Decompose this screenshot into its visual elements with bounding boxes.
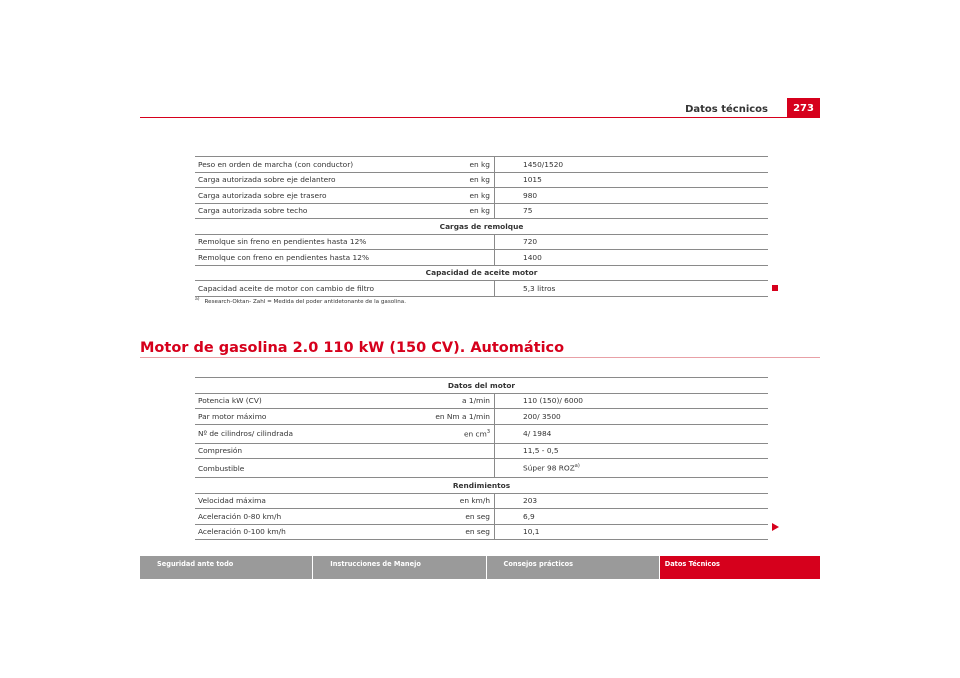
row-value-text: 1015 (523, 175, 542, 185)
row-value-text: 75 (523, 206, 533, 216)
row-value (495, 203, 769, 219)
row-label: Carga autorizada sobre eje delantero (195, 172, 419, 188)
row-unit-text: en km/h (459, 496, 490, 506)
continue-arrow-icon[interactable] (772, 523, 779, 531)
row-unit-text: en seg (465, 511, 490, 521)
row-value-text: 980 (523, 190, 538, 200)
table-row (195, 459, 768, 478)
row-unit (419, 172, 495, 188)
spec-table-weights (195, 156, 768, 297)
unit-superscript: 3 (486, 428, 490, 435)
row-value-text: 203 (523, 496, 538, 506)
row-unit-text: en kg (469, 175, 490, 185)
row-value (495, 393, 769, 409)
section-header: Rendimientos (195, 478, 768, 494)
row-value-text: 5,3 litros (523, 283, 556, 293)
row-value (495, 409, 769, 425)
table-row (195, 424, 768, 443)
row-unit (419, 188, 495, 204)
section-title-rule (140, 357, 820, 358)
footer-nav-item[interactable]: Datos Técnicos (660, 556, 820, 579)
row-label: Combustible (195, 459, 419, 478)
row-unit (419, 250, 495, 266)
row-label: Par motor máximo (195, 409, 419, 425)
row-unit (419, 493, 495, 509)
row-value-text: 6,9 (523, 511, 535, 521)
section-header: Cargas de remolque (195, 219, 768, 235)
section-header: Capacidad de aceite motor (195, 265, 768, 281)
table-row (195, 393, 768, 409)
row-label: Nº de cilindros/ cilindrada (195, 424, 419, 443)
row-value (495, 188, 769, 204)
row-unit-text: en kg (469, 190, 490, 200)
row-unit-text: en seg (465, 527, 490, 537)
table-section-row (195, 378, 768, 394)
table-row (195, 281, 768, 297)
table-row (195, 443, 768, 459)
row-value (495, 250, 769, 266)
footer-nav-item[interactable]: Consejos prácticos (487, 556, 659, 579)
row-value (495, 509, 769, 525)
footer-nav-item[interactable]: Instrucciones de Manejo (313, 556, 485, 579)
row-value-text: 11,5 - 0,5 (523, 446, 559, 456)
footnote (195, 297, 406, 305)
row-value-text: 10,1 (523, 527, 540, 537)
row-unit (419, 443, 495, 459)
row-value (495, 157, 769, 173)
row-unit (419, 393, 495, 409)
row-unit (419, 281, 495, 297)
footnote-text: Research-Oktan- Zahl = Medida del poder antidetonante de la gasolina. (204, 298, 407, 305)
row-value (495, 424, 769, 443)
row-label: Remolque sin freno en pendientes hasta 12% (195, 234, 419, 250)
row-unit (419, 459, 495, 478)
row-value-text: 1450/1520 (523, 159, 564, 169)
table-row (195, 409, 768, 425)
row-unit-text: en cm (463, 429, 487, 439)
table-section-row (195, 219, 768, 235)
row-unit-text: en kg (469, 159, 490, 169)
row-value (495, 234, 769, 250)
row-unit (419, 509, 495, 525)
row-label: Aceleración 0-100 km/h (195, 524, 419, 540)
footnote-marker: a) (195, 297, 200, 302)
row-unit (419, 203, 495, 219)
row-unit (419, 234, 495, 250)
row-label: Capacidad aceite de motor con cambio de filtro (195, 281, 419, 297)
row-value-text: 200/ 3500 (523, 411, 561, 421)
row-value-text: Súper 98 ROZ (523, 463, 575, 473)
table-row (195, 509, 768, 525)
row-label: Velocidad máxima (195, 493, 419, 509)
table-row (195, 524, 768, 540)
table-row (195, 188, 768, 204)
row-label: Aceleración 0-80 km/h (195, 509, 419, 525)
row-value (495, 493, 769, 509)
row-value-text: 4/ 1984 (523, 429, 552, 438)
row-label: Carga autorizada sobre eje trasero (195, 188, 419, 204)
row-unit-text: en Nm a 1/min (435, 411, 490, 421)
table-section-row (195, 478, 768, 494)
spec-table-engine (195, 377, 768, 540)
row-label: Peso en orden de marcha (con conductor) (195, 157, 419, 173)
row-unit-text: en kg (469, 206, 490, 216)
section-title: Motor de gasolina 2.0 110 kW (150 CV). Automático (140, 340, 565, 356)
row-value-text: 720 (523, 237, 538, 247)
row-value (495, 172, 769, 188)
page-number: 273 (787, 98, 820, 118)
row-unit-text: a 1/min (461, 396, 490, 406)
row-label: Potencia kW (CV) (195, 393, 419, 409)
row-unit (419, 409, 495, 425)
row-unit (419, 157, 495, 173)
footnote-reference: a) (574, 463, 580, 470)
row-value (495, 281, 769, 297)
row-label: Carga autorizada sobre techo (195, 203, 419, 219)
table-row (195, 250, 768, 266)
table-row (195, 157, 768, 173)
table-section-row (195, 265, 768, 281)
row-label: Compresión (195, 443, 419, 459)
table-row (195, 234, 768, 250)
row-value (495, 459, 769, 478)
header-title: Datos técnicos (685, 104, 768, 115)
footer-nav (140, 556, 820, 579)
table-row (195, 203, 768, 219)
header-rule (140, 117, 820, 118)
row-label: Remolque con freno en pendientes hasta 12% (195, 250, 419, 266)
row-unit (419, 524, 495, 540)
row-value (495, 524, 769, 540)
table-row (195, 172, 768, 188)
footer-nav-item[interactable]: Seguridad ante todo (140, 556, 312, 579)
section-end-marker (772, 285, 778, 291)
row-value (495, 443, 769, 459)
row-unit (419, 424, 495, 443)
row-value-text: 1400 (523, 252, 542, 262)
section-header: Datos del motor (195, 378, 768, 394)
row-value-text: 110 (150)/ 6000 (523, 396, 583, 406)
table-row (195, 493, 768, 509)
